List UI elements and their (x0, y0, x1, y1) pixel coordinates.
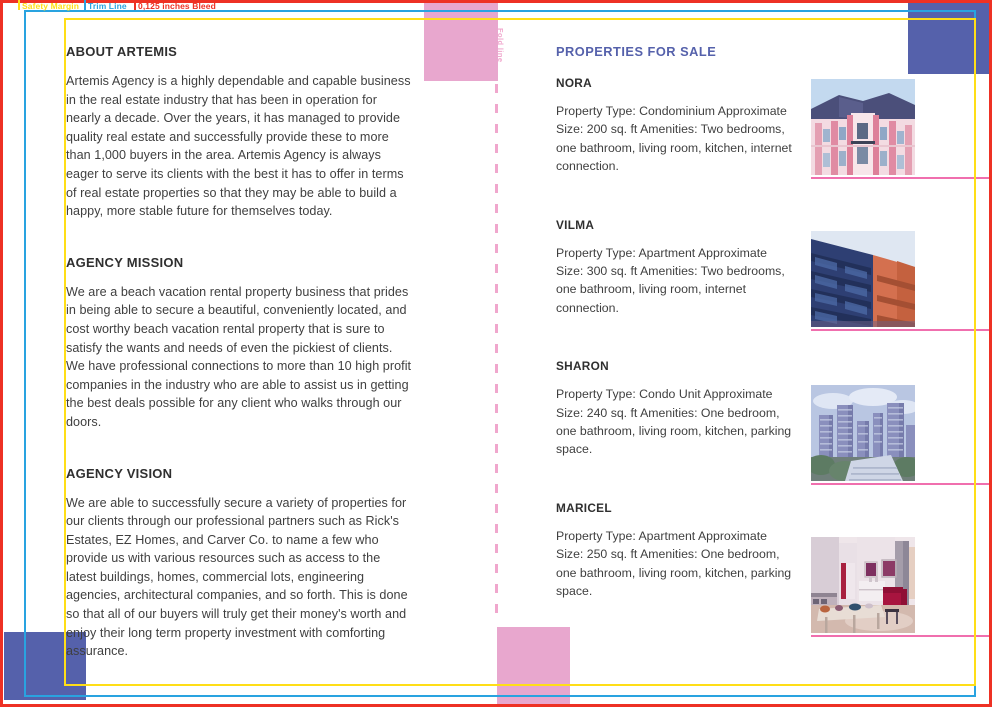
property-details-maricel: Property Type: Apartment Approximate Size: 250 sq. ft Amenities: One bedroom, one bathroom, living room, kitchen, parking space. (556, 528, 792, 599)
property-photo-sharon (811, 385, 915, 481)
section-body-mission: We are a beach vacation rental property business that prides in being able to secure a beautiful, conveniently located, and cost worthy beach vacation rental property that is sure to satisfy the wants and needs of even the pickiest of clients. We have professional connections to more than 10 high profit companies in the industry who are able to assist us in getting the best deals possible for any client who walks through our doors. (66, 284, 412, 429)
section-heading-vision: AGENCY VISION (66, 465, 173, 481)
safety-margin-tick (18, 0, 20, 10)
fold-line-label: Fold line (496, 28, 505, 63)
property-listing-vilma (556, 218, 796, 318)
photo-rule-maricel (811, 635, 992, 637)
property-name-nora: NORA (556, 76, 592, 90)
section-agency-mission (66, 255, 414, 432)
section-heading-mission: AGENCY MISSION (66, 254, 184, 270)
trim-line-tick (84, 0, 86, 10)
section-about-artemis (66, 44, 414, 221)
photo-rule-sharon (811, 483, 992, 485)
property-listing-maricel (556, 501, 796, 601)
property-photo-nora (811, 79, 915, 175)
decorative-block-pink-bottom (497, 627, 570, 707)
decorative-block-blue-top-right (908, 0, 992, 74)
bleed-tick (134, 0, 136, 10)
decorative-block-pink-top (424, 0, 498, 81)
trim-line-label: Trim Line (88, 1, 127, 11)
section-body-about: Artemis Agency is a highly dependable and capable business in the real estate industry that has been in operation for nearly a decade. Over the years, it has managed to provide quality real estate and successfully provide these to more than 1,000 buyers in the area. Artemis Agency is always eager to serve its clients with the best it has to offer in terms of real estate properties so that they may be able to build a happy, more stable future for themselves today. (66, 74, 411, 219)
safety-margin-label: Safety Margin (22, 1, 80, 11)
property-name-maricel: MARICEL (556, 500, 612, 515)
photo-rule-nora (811, 177, 992, 179)
property-photo-vilma (811, 231, 915, 327)
photo-rule-vilma (811, 329, 992, 331)
section-body-vision: We are able to successfully secure a variety of properties for our clients through our professional partners such as Rick's Estates, EZ Homes, and Carver Co. to name a few who provide us with various resources such as access to the latest buildings, homes, commercial lots, engineering agencies, architectural companies, and so forth. This is done so that all of our buyers will truly get their money's worth and enjoy their long term property investment with comforting assurance. (66, 495, 408, 659)
property-photo-maricel (811, 537, 915, 633)
property-name-sharon: SHARON (556, 359, 609, 374)
section-heading-about: ABOUT ARTEMIS (66, 44, 178, 59)
property-listing-sharon (556, 359, 796, 459)
property-name-vilma: VILMA (556, 217, 595, 232)
right-content-column (556, 44, 796, 601)
bleed-label: 0,125 inches Bleed (138, 1, 216, 11)
property-details-nora: Property Type: Condominium Approximate Size: 200 sq. ft Amenities: Two bedrooms, one bathroom, living room, kitchen, internet connection. (556, 104, 792, 174)
property-listing-nora (556, 76, 796, 176)
properties-for-sale-heading: PROPERTIES FOR SALE (556, 44, 717, 59)
section-agency-vision (66, 466, 414, 661)
left-content-column (66, 44, 414, 661)
property-details-sharon: Property Type: Condo Unit Approximate Size: 240 sq. ft Amenities: One bedroom, one bathroom, living room, kitchen, parking space. (556, 387, 792, 457)
property-details-vilma: Property Type: Apartment Approximate Size: 300 sq. ft Amenities: Two bedrooms, one bathroom, living room, internet connection. (556, 245, 785, 315)
fold-line-marker (495, 84, 498, 624)
